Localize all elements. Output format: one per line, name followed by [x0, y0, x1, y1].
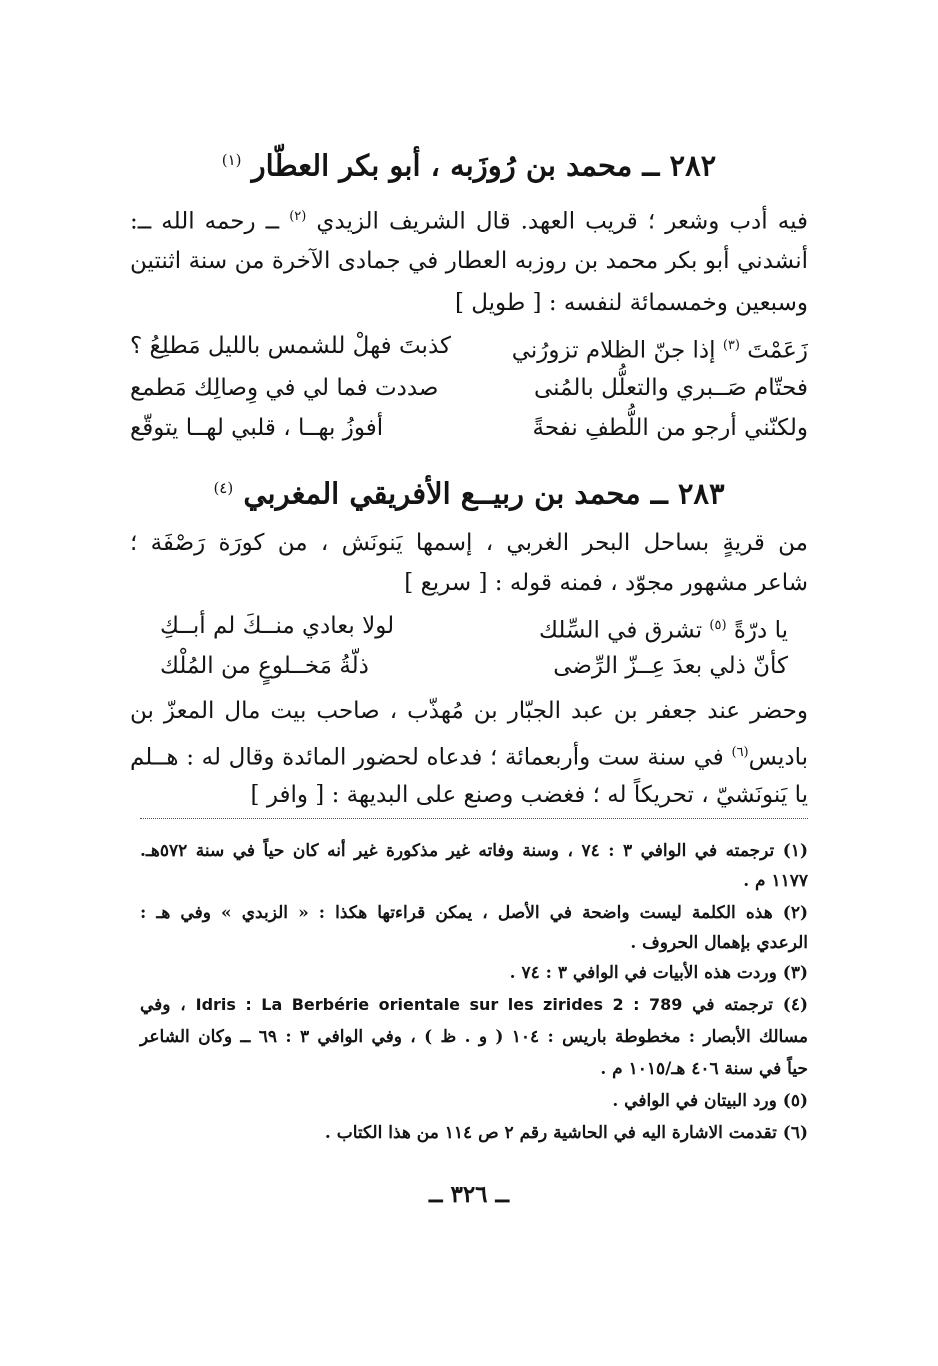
verse-hemistich-first: فحتّام صَــبري والتعلُّل بالمُنى: [533, 375, 808, 401]
verse-hemistich-first: [512, 326, 808, 371]
entry-283-line-3: وحضر عند جعفر بن عبد الجبّار بن مُهذّب ، صاحب بيت مال المعزّ بن: [130, 698, 808, 724]
footnote-1-line-1: (١) ترجمته في الوافي ٣ : ٧٤ ، وسنة وفاته غير مذكورة غير أنه كان حياً في سنة ٥٧٢هـ.: [140, 841, 808, 861]
footnote-4-latin-reference: Idris : La Berbérie orientale sur les zirides 2 : 789: [195, 995, 683, 1014]
verse-hemistich-second: ذلّةُ مَخــلوعٍ من المُلْك: [160, 653, 369, 679]
entry-282-line-3: وسبعين وخمسمائة لنفسه : [ طويل ]: [454, 290, 808, 316]
entry-283-note-ref: (٤): [213, 479, 234, 497]
footnote-2-line-1: (٢) هذه الكلمة ليست واضحة في الأصل ، يمكن قراءتها هكذا : « الزبدي » وفي هـ :: [140, 903, 808, 923]
footnote-1-line-2: ١١٧٧ م .: [743, 871, 808, 891]
footnote-6: (٦) تقدمت الاشارة اليه في الحاشية رقم ٢ ص ١١٤ من هذا الكتاب .: [324, 1123, 808, 1143]
verse-hemistich-second: كذبتَ فهلْ للشمس بالليل مَطلِعُ ؟: [130, 333, 451, 359]
footnote-5: (٥) ورد البيتان في الوافي .: [612, 1091, 808, 1111]
verse-word: زَعَمْتَ: [747, 337, 808, 364]
entry-283-line-4: [130, 734, 808, 777]
entry-282-line-1-note-ref: (٢): [289, 209, 307, 224]
verse-hemistich-second: صددت فما لي في وِصالِك مَطمع: [130, 375, 439, 401]
entry-282-title: ٢٨٢ ــ محمد بن رُوزَبه ، أبو بكر العطّار: [251, 148, 717, 183]
verse-hemistich-first: كأنّ ذلي بعدَ عِــزّ الرِّضى: [553, 653, 788, 679]
entry-283-heading: [130, 468, 808, 514]
entry-282-verse-2: [130, 368, 808, 408]
entry-283-verse-1: [130, 606, 808, 646]
footnote-divider: [140, 818, 808, 819]
entry-282-line-1: [130, 198, 808, 241]
footnote-4-suffix: ، وفي: [140, 995, 186, 1015]
entry-283-line-2: شاعر مشهور مجوّد ، فمنه قوله : [ سريع ]: [404, 570, 808, 596]
verse-note-ref: (٥): [709, 618, 727, 633]
verse-text: إذا جنّ الظلام تزورُني: [511, 337, 716, 364]
entry-282-line-2: أنشدني أبو بكر محمد بن روزبه العطار في جمادى الآخرة من سنة اثنتين: [130, 248, 808, 274]
entry-283-line-4-note-ref: (٦): [731, 745, 749, 760]
entry-282-heading: [130, 140, 808, 186]
footnote-4-prefix: (٤) ترجمته في: [692, 995, 809, 1015]
entry-282-verse-1: [130, 326, 808, 366]
entry-283-line-5: يا يَنونَشيّ ، تحريكاً له ؛ فغضب وصنع على البديهة : [ وافر ]: [250, 782, 808, 808]
verse-text: تشرق في السِّلك: [538, 617, 703, 644]
footnote-3: (٣) وردت هذه الأبيات في الوافي ٣ : ٧٤ .: [509, 963, 808, 983]
entry-282-line-1-text: فيه أدب وشعر ؛ قريب العهد. قال الشريف الزيدي: [316, 208, 808, 235]
verse-hemistich-first: [539, 606, 788, 651]
page-number: ــ ٣٢٦ ــ: [428, 1181, 510, 1208]
verse-hemistich-second: أفوزُ بهــا ، قلبي لهــا يتوقّع: [130, 415, 384, 441]
entry-283-line-4-rest: في سنة ست وأربعمائة ؛ فدعاه لحضور المائدة وقال له : هــلم: [130, 744, 724, 771]
footnote-4-line-3: حياً في سنة ٤٠٦ هـ/١٠١٥ م .: [600, 1059, 808, 1079]
entry-283-title: ٢٨٣ ــ محمد بن ربيــع الأفريقي المغربي: [243, 476, 725, 511]
verse-hemistich-second: لولا بعادي منــكَ لم أبــكِ: [160, 613, 395, 639]
footnote-4-line-2: مسالك الأبصار : مخطوطة باريس : ١٠٤ ( و . ظ ) ، وفي الوافي ٣ : ٦٩ ــ وكان الشاعر: [140, 1027, 808, 1047]
entry-283-verse-2: [130, 646, 808, 686]
footnote-4-line-1: [140, 990, 808, 1020]
verse-hemistich-first: ولكنّني أرجو من اللُّطفِ نفحةً: [532, 415, 808, 441]
entry-283-line-4-text: باديس: [748, 744, 809, 771]
entry-282-note-ref: (١): [221, 151, 242, 169]
entry-282-line-1-tail: ــ رحمه الله ــ:: [130, 208, 280, 235]
entry-283-line-1: من قريةٍ بساحل البحر الغربي ، إسمها يَنونَش ، من كورَة رَصْفَة ؛: [130, 530, 808, 556]
footnote-2-line-2: الرعدي بإهمال الحروف .: [630, 933, 808, 953]
verse-note-ref: (٣): [722, 338, 740, 353]
verse-word: يا درّةً: [733, 617, 788, 644]
entry-282-verse-3: [130, 408, 808, 448]
